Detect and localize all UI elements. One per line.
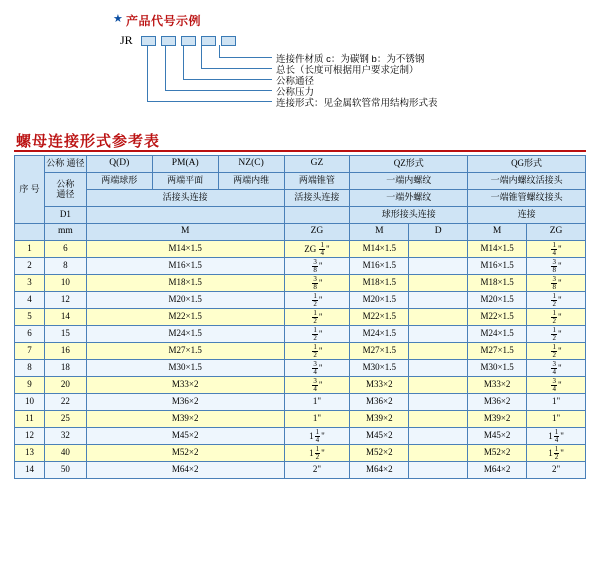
cell-qz-m: M24×1.5 (350, 326, 409, 343)
cell-qg-m: M52×2 (468, 445, 527, 462)
cell-seq: 10 (15, 394, 45, 411)
cell-qg-zg: $\frac{1}{4}$ " (527, 241, 586, 258)
th-qg-desc: 一端内螺纹活接头 (468, 173, 586, 190)
cell-gz: $\frac{3}{8}$ " (284, 258, 350, 275)
cell-q: M16×1.5 (86, 258, 284, 275)
cell-seq: 3 (15, 275, 45, 292)
cell-qg-zg: 1 $\frac{1}{4}$ " (527, 428, 586, 445)
table-row (15, 258, 586, 275)
table-header-row-1 (15, 156, 586, 173)
cell-qz-m: M33×2 (350, 377, 409, 394)
cell-dn: 16 (44, 343, 86, 360)
diagram-title: 产品代号示例 (126, 14, 202, 28)
cell-dn: 32 (44, 428, 86, 445)
cell-qz-m: M27×1.5 (350, 343, 409, 360)
th-qz-sub2: 一端外螺纹 (350, 190, 468, 207)
cell-qz-d (409, 411, 468, 428)
th-blank-1 (86, 207, 284, 224)
leader-line-h3 (183, 79, 272, 80)
legend-pressure: 公称压力 (276, 87, 315, 98)
cell-gz: $\frac{1}{2}$ " (284, 309, 350, 326)
th-dn-label: 公称 通径 (44, 156, 86, 173)
cell-qz-d (409, 343, 468, 360)
table-row (15, 377, 586, 394)
code-box-5 (221, 36, 236, 46)
cell-qg-m: M14×1.5 (468, 241, 527, 258)
cell-q: M30×1.5 (86, 360, 284, 377)
product-code-boxes (141, 36, 236, 46)
cell-seq: 13 (15, 445, 45, 462)
cell-q: M24×1.5 (86, 326, 284, 343)
table-row (15, 275, 586, 292)
cell-gz: 1" (284, 394, 350, 411)
cell-q: M14×1.5 (86, 241, 284, 258)
cell-qz-d (409, 258, 468, 275)
th-q-desc: 两端球形 (86, 173, 152, 190)
cell-qz-d (409, 445, 468, 462)
legend-material: 连接件材质 c：为碳钢 b：为不锈钢 (276, 54, 425, 65)
cell-qg-zg: $\frac{3}{4}$ " (527, 377, 586, 394)
th-group-gz-code: GZ (284, 156, 350, 173)
cell-dn: 22 (44, 394, 86, 411)
cell-gz: 1" (284, 411, 350, 428)
nut-connection-spec-table (14, 155, 586, 479)
cell-qz-m: M16×1.5 (350, 258, 409, 275)
cell-seq: 4 (15, 292, 45, 309)
product-code-diagram (0, 0, 600, 128)
cell-gz: $\frac{3}{8}$ " (284, 275, 350, 292)
cell-qz-d (409, 462, 468, 479)
th-unit-m: M (86, 224, 284, 241)
table-header-row-3 (15, 190, 586, 207)
leader-line-h2 (201, 68, 272, 69)
cell-q: M64×2 (86, 462, 284, 479)
th-unit-qg-m: M (468, 224, 527, 241)
cell-q: M52×2 (86, 445, 284, 462)
th-gz-sub: 活接头连接 (284, 190, 350, 207)
cell-qg-m: M22×1.5 (468, 309, 527, 326)
cell-gz: $\frac{1}{2}$ " (284, 343, 350, 360)
th-group-qz-code: QZ形式 (350, 156, 468, 173)
th-qg-sub3: 连接 (468, 207, 586, 224)
cell-gz: $\frac{1}{2}$ " (284, 292, 350, 309)
cell-gz: ZG $\frac{1}{4}$ " (284, 241, 350, 258)
code-box-1 (141, 36, 156, 46)
th-seq: 序 号 (15, 156, 45, 224)
cell-qg-zg: 1 $\frac{1}{2}$ " (527, 445, 586, 462)
cell-seq: 12 (15, 428, 45, 445)
th-unit-blank (15, 224, 45, 241)
cell-q: M22×1.5 (86, 309, 284, 326)
cell-qg-m: M16×1.5 (468, 258, 527, 275)
table-row (15, 309, 586, 326)
cell-q: M33×2 (86, 377, 284, 394)
th-unit-qg-zg: ZG (527, 224, 586, 241)
leader-line-h4 (165, 90, 272, 91)
th-group-qg-code: QG形式 (468, 156, 586, 173)
cell-qz-m: M39×2 (350, 411, 409, 428)
cell-qg-m: M36×2 (468, 394, 527, 411)
cell-qg-zg: 1" (527, 394, 586, 411)
cell-qg-zg: $\frac{3}{4}$ " (527, 360, 586, 377)
th-pm-desc: 两端平面 (152, 173, 218, 190)
th-group-q-code: Q(D) (86, 156, 152, 173)
code-box-4 (201, 36, 216, 46)
cell-q: M18×1.5 (86, 275, 284, 292)
cell-qz-m: M36×2 (350, 394, 409, 411)
table-row (15, 394, 586, 411)
cell-qz-m: M45×2 (350, 428, 409, 445)
section-divider (14, 150, 586, 152)
cell-qg-m: M27×1.5 (468, 343, 527, 360)
th-unit-qz-d: D (409, 224, 468, 241)
star-icon: ★ (113, 13, 123, 25)
leader-line-h5 (147, 101, 272, 102)
cell-qg-m: M64×2 (468, 462, 527, 479)
cell-qg-zg: 1" (527, 411, 586, 428)
th-unit-zg: ZG (284, 224, 350, 241)
th-nz-desc: 两端内维 (218, 173, 284, 190)
th-qg-sub2: 一端锥管螺纹接头 (468, 190, 586, 207)
cell-dn: 40 (44, 445, 86, 462)
cell-seq: 1 (15, 241, 45, 258)
th-q-sub: 活接头连接 (86, 190, 284, 207)
cell-qz-m: M22×1.5 (350, 309, 409, 326)
section-title: 螺母连接形式参考表 (16, 133, 161, 150)
cell-qg-zg: $\frac{1}{2}$ " (527, 326, 586, 343)
cell-gz: 2" (284, 462, 350, 479)
table-header-row-units (15, 224, 586, 241)
table-row (15, 360, 586, 377)
th-gz-desc: 两端锥管 (284, 173, 350, 190)
th-dn-unit-cn: 公称 通径 (44, 173, 86, 207)
cell-q: M20×1.5 (86, 292, 284, 309)
th-unit-qz-m: M (350, 224, 409, 241)
cell-qg-m: M18×1.5 (468, 275, 527, 292)
table-header-row-4 (15, 207, 586, 224)
cell-dn: 25 (44, 411, 86, 428)
cell-qz-d (409, 292, 468, 309)
cell-dn: 12 (44, 292, 86, 309)
cell-qz-d (409, 428, 468, 445)
cell-dn: 6 (44, 241, 86, 258)
cell-seq: 8 (15, 360, 45, 377)
leader-line-v5 (219, 45, 220, 57)
th-qz-sub3: 球形接头连接 (350, 207, 468, 224)
th-group-nz-code: NZ(C) (218, 156, 284, 173)
table-row (15, 445, 586, 462)
cell-qg-m: M45×2 (468, 428, 527, 445)
leader-line-h1 (219, 57, 272, 58)
code-box-2 (161, 36, 176, 46)
table-row (15, 292, 586, 309)
cell-q: M45×2 (86, 428, 284, 445)
cell-q: M27×1.5 (86, 343, 284, 360)
th-d1: D1 (44, 207, 86, 224)
table-row (15, 343, 586, 360)
cell-dn: 50 (44, 462, 86, 479)
th-group-pm-code: PM(A) (152, 156, 218, 173)
cell-gz: 1 $\frac{1}{4}$ " (284, 428, 350, 445)
table-row (15, 428, 586, 445)
cell-qg-zg: $\frac{1}{2}$ " (527, 343, 586, 360)
cell-qz-d (409, 241, 468, 258)
cell-seq: 7 (15, 343, 45, 360)
cell-gz: $\frac{1}{2}$ " (284, 326, 350, 343)
cell-qg-zg: 2" (527, 462, 586, 479)
cell-qz-m: M52×2 (350, 445, 409, 462)
cell-q: M39×2 (86, 411, 284, 428)
cell-dn: 14 (44, 309, 86, 326)
cell-dn: 18 (44, 360, 86, 377)
cell-qz-m: M18×1.5 (350, 275, 409, 292)
legend-diameter: 公称通径 (276, 76, 315, 87)
cell-seq: 5 (15, 309, 45, 326)
table-row (15, 326, 586, 343)
cell-qz-d (409, 377, 468, 394)
cell-qz-d (409, 394, 468, 411)
th-blank-2 (284, 207, 350, 224)
table-row (15, 462, 586, 479)
cell-qg-m: M39×2 (468, 411, 527, 428)
cell-gz: 1 $\frac{1}{2}$ " (284, 445, 350, 462)
cell-qz-m: M20×1.5 (350, 292, 409, 309)
cell-seq: 2 (15, 258, 45, 275)
leader-line-v1 (147, 45, 148, 101)
cell-qg-zg: $\frac{1}{2}$ " (527, 292, 586, 309)
cell-qg-m: M20×1.5 (468, 292, 527, 309)
leader-line-v4 (201, 45, 202, 68)
cell-dn: 10 (44, 275, 86, 292)
cell-gz: $\frac{3}{4}$ " (284, 360, 350, 377)
cell-seq: 6 (15, 326, 45, 343)
cell-qg-zg: $\frac{3}{8}$ " (527, 258, 586, 275)
cell-dn: 15 (44, 326, 86, 343)
cell-qz-m: M30×1.5 (350, 360, 409, 377)
cell-seq: 11 (15, 411, 45, 428)
table-header-row-2 (15, 173, 586, 190)
cell-qz-d (409, 360, 468, 377)
cell-qz-d (409, 275, 468, 292)
cell-q: M36×2 (86, 394, 284, 411)
legend-length: 总长（长度可根据用户要求定制） (276, 65, 419, 76)
leader-line-v2 (165, 45, 166, 90)
cell-seq: 14 (15, 462, 45, 479)
cell-seq: 9 (15, 377, 45, 394)
cell-dn: 8 (44, 258, 86, 275)
th-unit-mm: mm (44, 224, 86, 241)
leader-line-v3 (183, 45, 184, 79)
cell-dn: 20 (44, 377, 86, 394)
cell-qz-d (409, 309, 468, 326)
cell-qg-zg: $\frac{3}{8}$ " (527, 275, 586, 292)
table-row (15, 411, 586, 428)
cell-qg-m: M33×2 (468, 377, 527, 394)
table-body (15, 241, 586, 479)
cell-gz: $\frac{3}{4}$ " (284, 377, 350, 394)
cell-qz-d (409, 326, 468, 343)
product-code-prefix: JR (120, 33, 133, 47)
cell-qz-m: M64×2 (350, 462, 409, 479)
cell-qg-m: M24×1.5 (468, 326, 527, 343)
table-row (15, 241, 586, 258)
cell-qz-m: M14×1.5 (350, 241, 409, 258)
th-qz-desc: 一端内螺纹 (350, 173, 468, 190)
cell-qg-zg: $\frac{1}{2}$ " (527, 309, 586, 326)
cell-qg-m: M30×1.5 (468, 360, 527, 377)
legend-connection: 连接形式：见金属软管常用结构形式表 (276, 98, 438, 109)
